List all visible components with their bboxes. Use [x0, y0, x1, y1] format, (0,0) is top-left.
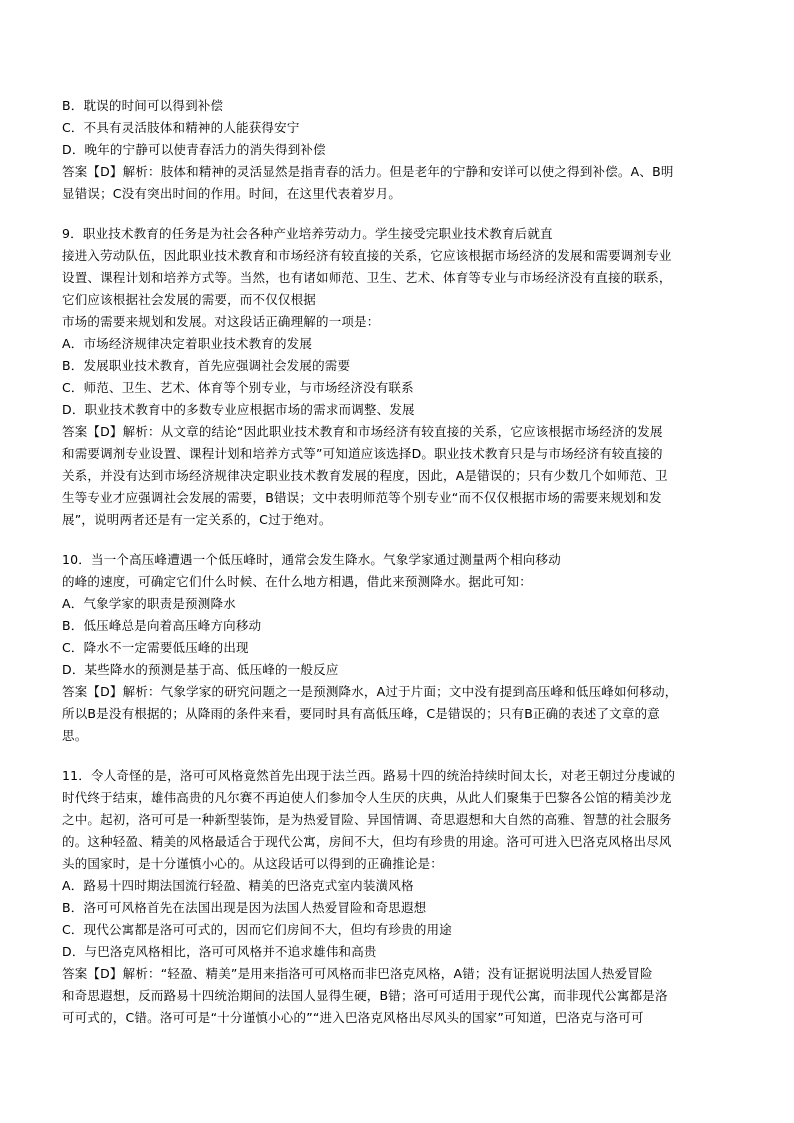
text-line: B．耽误的时间可以得到补偿	[62, 98, 224, 113]
document-page	[62, 95, 740, 1029]
question-block-q11	[62, 765, 740, 1029]
text-line: 9．职业技术教育的任务是为社会各种产业培养劳动力。学生接受完职业技术教育后就直	[62, 226, 553, 241]
text-line: 的峰的速度，可确定它们什么时候、在什么地方相遇，借此来预测降水。据此可知：	[62, 574, 532, 589]
text-line: D．晚年的宁静可以使青春活力的消失得到补偿	[62, 142, 326, 157]
text-line: C．师范、卫生、艺术、体育等个别专业，与市场经济没有联系	[62, 380, 414, 395]
text-line: 所以B是没有根据的；从降雨的条件来看，要同时具有高低压峰，C是错误的；只有B正确的表述了文章的意	[62, 706, 660, 721]
text-line: 展”，说明两者还是有一定关系的，C过于绝对。	[62, 512, 332, 527]
paragraph-gap	[62, 531, 740, 549]
text-line: 时代终于结束，雄伟高贵的凡尔赛不再迫使人们参加令人生厌的庆典，从此人们聚集于巴黎各公馆的精美沙龙	[62, 790, 672, 805]
text-line: C．不具有灵活肢体和精神的人能获得安宁	[62, 120, 300, 135]
question-block-q8-tail	[62, 95, 740, 205]
text-line: C．降水不一定需要低压峰的出现	[62, 640, 249, 655]
text-line: 头的国家时，是十分谨慎小心的。从这段话可以得到的正确推论是：	[62, 856, 444, 871]
text-line: 关系，并没有达到市场经济规律决定职业技术教育发展的程度，因此，A是错误的；只有少数几个如师范、卫	[62, 468, 668, 483]
text-line: A．市场经济规律决定着职业技术教育的发展	[62, 336, 313, 351]
text-line: 它们应该根据社会发展的需要，而不仅仅根据	[62, 292, 317, 307]
question-block-q9	[62, 223, 740, 531]
text-line: B．低压峰总是向着高压峰方向移动	[62, 618, 262, 633]
text-line: 显错误；C没有突出时间的作用。时间，在这里代表着岁月。	[62, 186, 402, 201]
text-line: 答案【D】解析：肢体和精神的灵活显然是指青春的活力。但是老年的宁静和安详可以使之得到补偿。A、B明	[62, 164, 674, 179]
text-line: 10．当一个高压峰遭遇一个低压峰时，通常会发生降水。气象学家通过测量两个相向移动	[62, 552, 561, 567]
text-line: 答案【D】解析：“轻盈、精美”是用来指洛可可风格而非巴洛克风格，A错；没有证据说明法国人热爱冒险	[62, 966, 653, 981]
text-line: A．气象学家的职责是预测降水	[62, 596, 236, 611]
text-line: B．发展职业技术教育，首先应强调社会发展的需要	[62, 358, 351, 373]
text-line: 之中。起初，洛可可是一种新型装饰，是为热爱冒险、异国情调、奇思遐想和大自然的高雅、智慧的社会服务	[62, 812, 672, 827]
paragraph-gap	[62, 747, 740, 765]
text-line: 答案【D】解析：从文章的结论“因此职业技术教育和市场经济有较直接的关系，它应该根据市场经济的发展	[62, 424, 663, 439]
text-line: D．某些降水的预测是基于高、低压峰的一般反应	[62, 662, 339, 677]
text-line: 和需要调剂专业设置、课程计划和培养方式等”可知道应该选择D。职业技术教育只是与市场经济有较直接的	[62, 446, 663, 461]
question-block-q10	[62, 549, 740, 747]
text-line: C．现代公寓都是洛可可式的，因而它们房间不大，但均有珍贵的用途	[62, 922, 452, 937]
text-line: 答案【D】解析：气象学家的研究问题之一是预测降水，A过于片面；文中没有提到高压峰和低压峰如何移动，	[62, 684, 678, 699]
text-line: 市场的需要来规划和发展。对这段话正确理解的一项是：	[62, 314, 380, 329]
text-line: D．职业技术教育中的多数专业应根据市场的需求而调整、发展	[62, 402, 415, 417]
text-line: 和奇思遐想，反而路易十四统治期间的法国人显得生硬，B错；洛可可适用于现代公寓，而非现代公寓都是洛	[62, 988, 668, 1003]
text-line: 思。	[62, 728, 88, 743]
text-line: 接进入劳动队伍，因此职业技术教育和市场经济有较直接的关系，它应该根据市场经济的发展和需要调剂专业	[62, 248, 672, 263]
paragraph-gap	[62, 205, 740, 223]
text-line: D．与巴洛克风格相比，洛可可风格并不追求雄伟和高贵	[62, 944, 377, 959]
text-line: 的。这种轻盈、精美的风格最适合于现代公寓，房间不大，但均有珍贵的用途。洛可可进入巴洛克风格出尽风	[62, 834, 672, 849]
text-line: 生等专业才应强调社会发展的需要，B错误；文中表明师范等个别专业“而不仅仅根据市场的需要来规划和发	[62, 490, 662, 505]
text-line: A．路易十四时期法国流行轻盈、精美的巴洛克式室内装潢风格	[62, 878, 414, 893]
text-line: 设置、课程计划和培养方式等。当然，也有诸如师范、卫生、艺术、体育等专业与市场经济没有直接的联系，	[62, 270, 672, 285]
text-line: B．洛可可风格首先在法国出现是因为法国人热爱冒险和奇思遐想	[62, 900, 427, 915]
text-line: 可可式的，C错。洛可可是“十分谨慎小心的”“进入巴洛克风格出尽风头的国家”可知道，巴洛克与洛可可	[62, 1010, 644, 1025]
text-line: 11．令人奇怪的是，洛可可风格竟然首先出现于法兰西。路易十四的统治持续时间太长，对老王朝过分虔诚的	[62, 768, 676, 783]
